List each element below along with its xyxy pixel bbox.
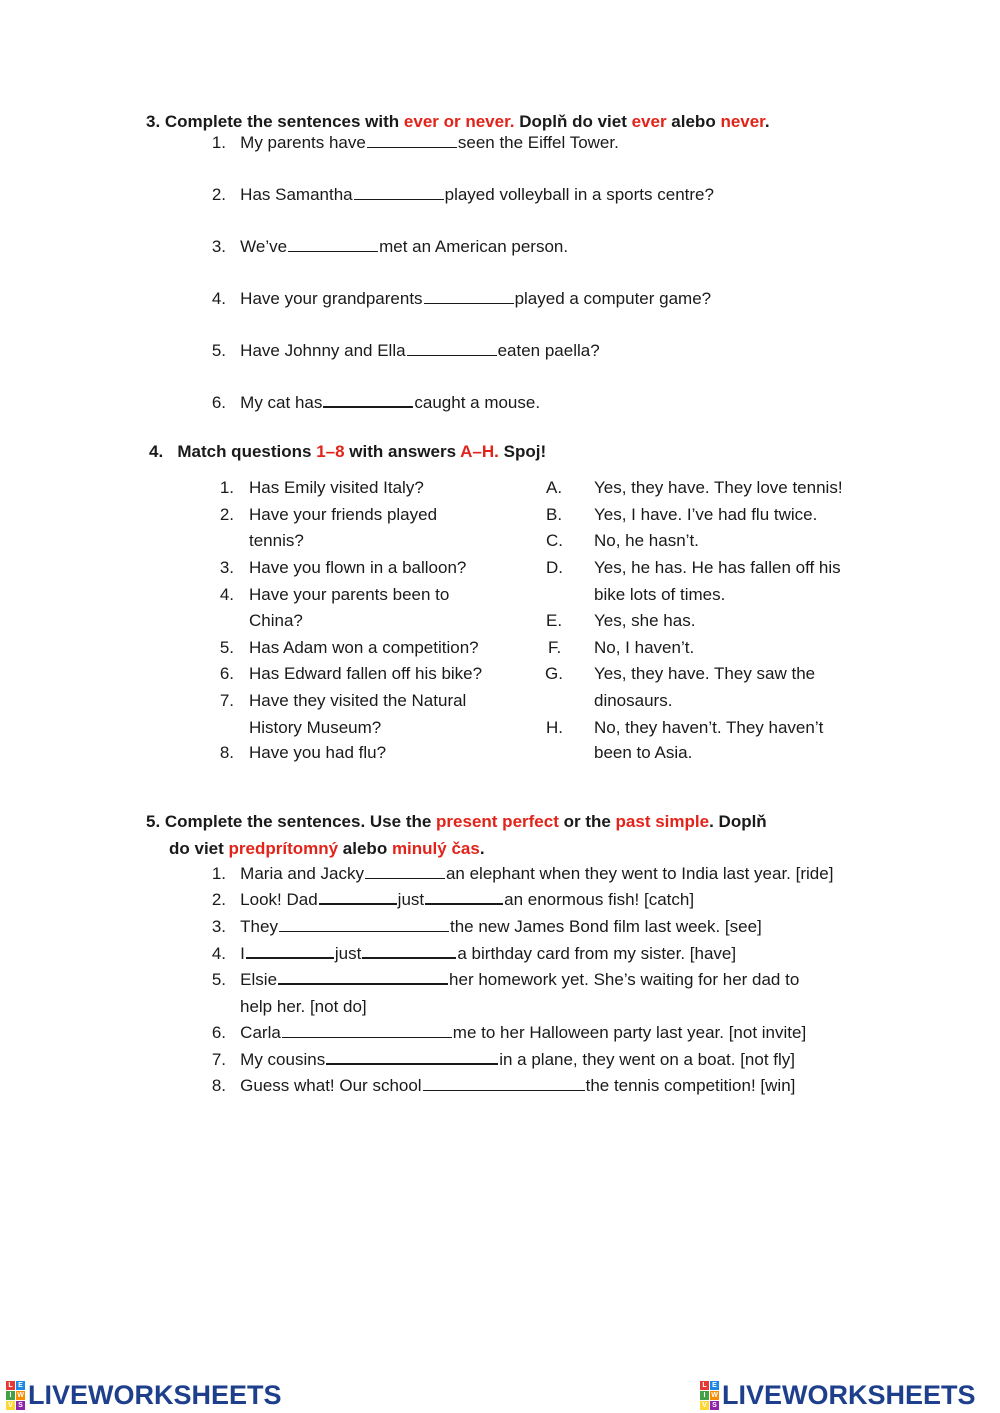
title-text: . [764, 112, 770, 131]
item-number: 4. [211, 944, 226, 963]
answer-text: No, I haven’t. [594, 638, 695, 657]
answer-text: Yes, she has. [594, 611, 696, 630]
item-text: Have your grandparents [240, 289, 423, 308]
title-text: 3. Complete the sentences with [146, 112, 404, 131]
answer-letter: D. [546, 558, 563, 577]
item-text: eaten paella? [497, 341, 600, 360]
answer-blank[interactable] [282, 1036, 452, 1038]
title-highlight: ever or never. [403, 112, 515, 131]
logo-icon [700, 1381, 719, 1410]
question-text: Have your parents been to [249, 585, 450, 604]
title-highlight: past simple [615, 812, 710, 831]
answer-letter: E. [546, 611, 563, 630]
answer-blank[interactable] [407, 354, 497, 356]
title-text: alebo [666, 112, 721, 131]
ex5-item [208, 864, 833, 884]
item-number: 7. [211, 1050, 226, 1069]
logo-icon [6, 1381, 25, 1410]
ex3-item [208, 185, 714, 205]
logo-letter: V [6, 1401, 15, 1410]
question-text: Has Emily visited Italy? [249, 478, 424, 497]
answer-blank[interactable] [319, 902, 397, 905]
item-text: My parents have [240, 133, 366, 152]
answer-text: dinosaurs. [594, 691, 673, 710]
ex3-item [208, 289, 711, 309]
item-text: We’ve [240, 237, 288, 256]
item-number: 4. [211, 289, 226, 308]
ex5-item [208, 944, 736, 964]
title-text: alebo [338, 839, 392, 858]
item-text: just [397, 890, 425, 909]
title-text: 5. Complete the sentences. Use the [146, 812, 437, 831]
item-text: me to her Halloween party last year. [not invite] [452, 1023, 807, 1042]
question-text: China? [249, 611, 303, 630]
item-text: Maria and Jacky [240, 864, 364, 883]
answer-blank[interactable] [288, 250, 378, 252]
title-highlight: minulý čas [391, 839, 480, 858]
logo-text: LIVEWORKSHEETS [28, 1379, 282, 1410]
answer-blank[interactable] [323, 405, 413, 408]
question-item [216, 585, 234, 605]
answer-blank[interactable] [423, 1089, 585, 1091]
item-text: an elephant when they went to India last year. [ride] [445, 864, 834, 883]
item-text: the tennis competition! [win] [585, 1076, 796, 1095]
question-item [216, 691, 234, 711]
item-text: Has Samantha [240, 185, 353, 204]
liveworksheets-logo-left [6, 1378, 282, 1412]
liveworksheets-logo-right [700, 1378, 976, 1412]
item-text: her homework yet. She’s waiting for her dad to [449, 970, 800, 989]
answer-text: been to Asia. [594, 743, 693, 762]
answer-text: No, they haven’t. They haven’t [594, 718, 824, 737]
item-number: 6. [211, 393, 226, 412]
item-text: Carla [240, 1023, 281, 1042]
item-text: caught a mouse. [414, 393, 541, 412]
item-number: 8. [211, 1076, 226, 1095]
item-number: 7. [219, 691, 234, 710]
item-number: 2. [219, 505, 234, 524]
logo-letter: S [710, 1401, 719, 1410]
answer-text: No, he hasn’t. [594, 531, 699, 550]
item-text: a birthday card from my sister. [have] [457, 944, 737, 963]
ex5-item [208, 970, 799, 990]
logo-letter: I [6, 1391, 15, 1400]
question-item [216, 638, 234, 658]
item-text: just [334, 944, 362, 963]
logo-letter: E [710, 1381, 719, 1390]
logo-text: LIVEWORKSHEETS [722, 1379, 976, 1410]
ex5-item [208, 1076, 795, 1096]
answer-blank[interactable] [362, 956, 456, 959]
title-highlight: 1–8 [316, 442, 345, 461]
title-highlight: predprítomný [228, 839, 339, 858]
item-number: 6. [219, 664, 234, 683]
item-text: My cat has [240, 393, 323, 412]
item-number: 6. [211, 1023, 226, 1042]
title-text: with answers [344, 442, 461, 461]
answer-text: Yes, they have. They saw the [594, 664, 816, 683]
item-number: 5. [211, 341, 226, 360]
answer-letter: B. [546, 505, 563, 524]
ex5-item [208, 1023, 806, 1043]
item-number: 5. [211, 970, 226, 989]
item-number: 4. [219, 585, 234, 604]
title-text: . [479, 839, 485, 858]
answer-text: bike lots of times. [594, 585, 726, 604]
ex3-item [208, 133, 619, 153]
item-number: 3. [211, 917, 226, 936]
ex3-item [208, 341, 600, 361]
exercise-3-title [146, 112, 770, 132]
question-text: Have you flown in a balloon? [249, 558, 467, 577]
answer-blank[interactable] [425, 902, 503, 905]
answer-blank[interactable] [326, 1062, 498, 1065]
question-item [216, 478, 234, 498]
item-text: met an American person. [379, 237, 569, 256]
answer-text: Yes, they have. They love tennis! [594, 478, 843, 497]
item-number: 1. [219, 478, 234, 497]
item-number: 2. [211, 890, 226, 909]
item-text: an enormous fish! [catch] [504, 890, 695, 909]
logo-letter: L [700, 1381, 709, 1390]
answer-text: Yes, he has. He has fallen off his [594, 558, 841, 577]
ex5-item [208, 1050, 795, 1070]
item-number: 3. [211, 237, 226, 256]
question-text: Have they visited the Natural [249, 691, 467, 710]
logo-letter: S [16, 1401, 25, 1410]
answer-blank[interactable] [424, 302, 514, 304]
logo-letter: L [6, 1381, 15, 1390]
item-text: played volleyball in a sports centre? [444, 185, 714, 204]
question-item [216, 664, 234, 684]
item-number: 1. [211, 864, 226, 883]
answer-blank[interactable] [367, 146, 457, 148]
item-number: 2. [211, 185, 226, 204]
item-text: seen the Eiffel Tower. [457, 133, 619, 152]
title-highlight: never [720, 112, 765, 131]
ex5-item [208, 917, 762, 937]
answer-blank[interactable] [246, 956, 334, 959]
title-text: or the [558, 812, 616, 831]
logo-letter: V [700, 1401, 709, 1410]
title-text: Spoj! [498, 442, 547, 461]
answer-letter: A. [546, 478, 563, 497]
logo-letter: E [16, 1381, 25, 1390]
item-text: help her. [not do] [240, 997, 367, 1016]
title-highlight: ever [631, 112, 667, 131]
ex3-item [208, 393, 540, 413]
item-number: 1. [211, 133, 226, 152]
question-item [216, 505, 234, 525]
question-text: Have your friends played [249, 505, 438, 524]
item-text: My cousins [240, 1050, 326, 1069]
answer-letter: F. [548, 638, 562, 657]
answer-blank[interactable] [354, 198, 444, 200]
answer-text: Yes, I have. I’ve had flu twice. [594, 505, 818, 524]
ex3-item [208, 237, 568, 257]
question-text: tennis? [249, 531, 304, 550]
exercise-5-title-line2 [169, 839, 485, 859]
title-highlight: present perfect [436, 812, 559, 831]
answer-letter: C. [546, 531, 563, 550]
item-number: 8. [219, 743, 234, 762]
title-highlight: A–H. [460, 442, 499, 461]
title-text: . Doplň [709, 812, 767, 831]
item-text: Have Johnny and Ella [240, 341, 406, 360]
item-text: in a plane, they went on a boat. [not fly] [499, 1050, 796, 1069]
item-text: I [240, 944, 245, 963]
question-text: History Museum? [249, 718, 382, 737]
item-text: the new James Bond film last week. [see] [449, 917, 762, 936]
item-number: 3. [219, 558, 234, 577]
item-text: played a computer game? [514, 289, 712, 308]
logo-letter: I [700, 1391, 709, 1400]
item-number: 5. [219, 638, 234, 657]
answer-blank[interactable] [365, 877, 445, 879]
answer-blank[interactable] [279, 930, 449, 932]
title-text: 4. Match questions [149, 442, 317, 461]
item-text: Look! Dad [240, 890, 318, 909]
question-text: Has Edward fallen off his bike? [249, 664, 483, 683]
question-text: Have you had flu? [249, 743, 387, 762]
answer-letter: H. [546, 718, 563, 737]
answer-letter: G. [545, 664, 563, 683]
item-text: Elsie [240, 970, 278, 989]
answer-blank[interactable] [278, 982, 448, 985]
exercise-5-title [146, 812, 767, 832]
logo-letter: W [17, 1391, 24, 1399]
exercise-4-title [149, 442, 546, 462]
item-text: They [240, 917, 278, 936]
question-item [216, 743, 234, 763]
question-text: Has Adam won a competition? [249, 638, 479, 657]
title-text: do viet [169, 839, 229, 858]
item-text: Guess what! Our school [240, 1076, 422, 1095]
ex5-item [208, 890, 694, 910]
question-item [216, 558, 234, 578]
logo-letter: W [711, 1391, 718, 1399]
title-text: Doplň do viet [514, 112, 632, 131]
